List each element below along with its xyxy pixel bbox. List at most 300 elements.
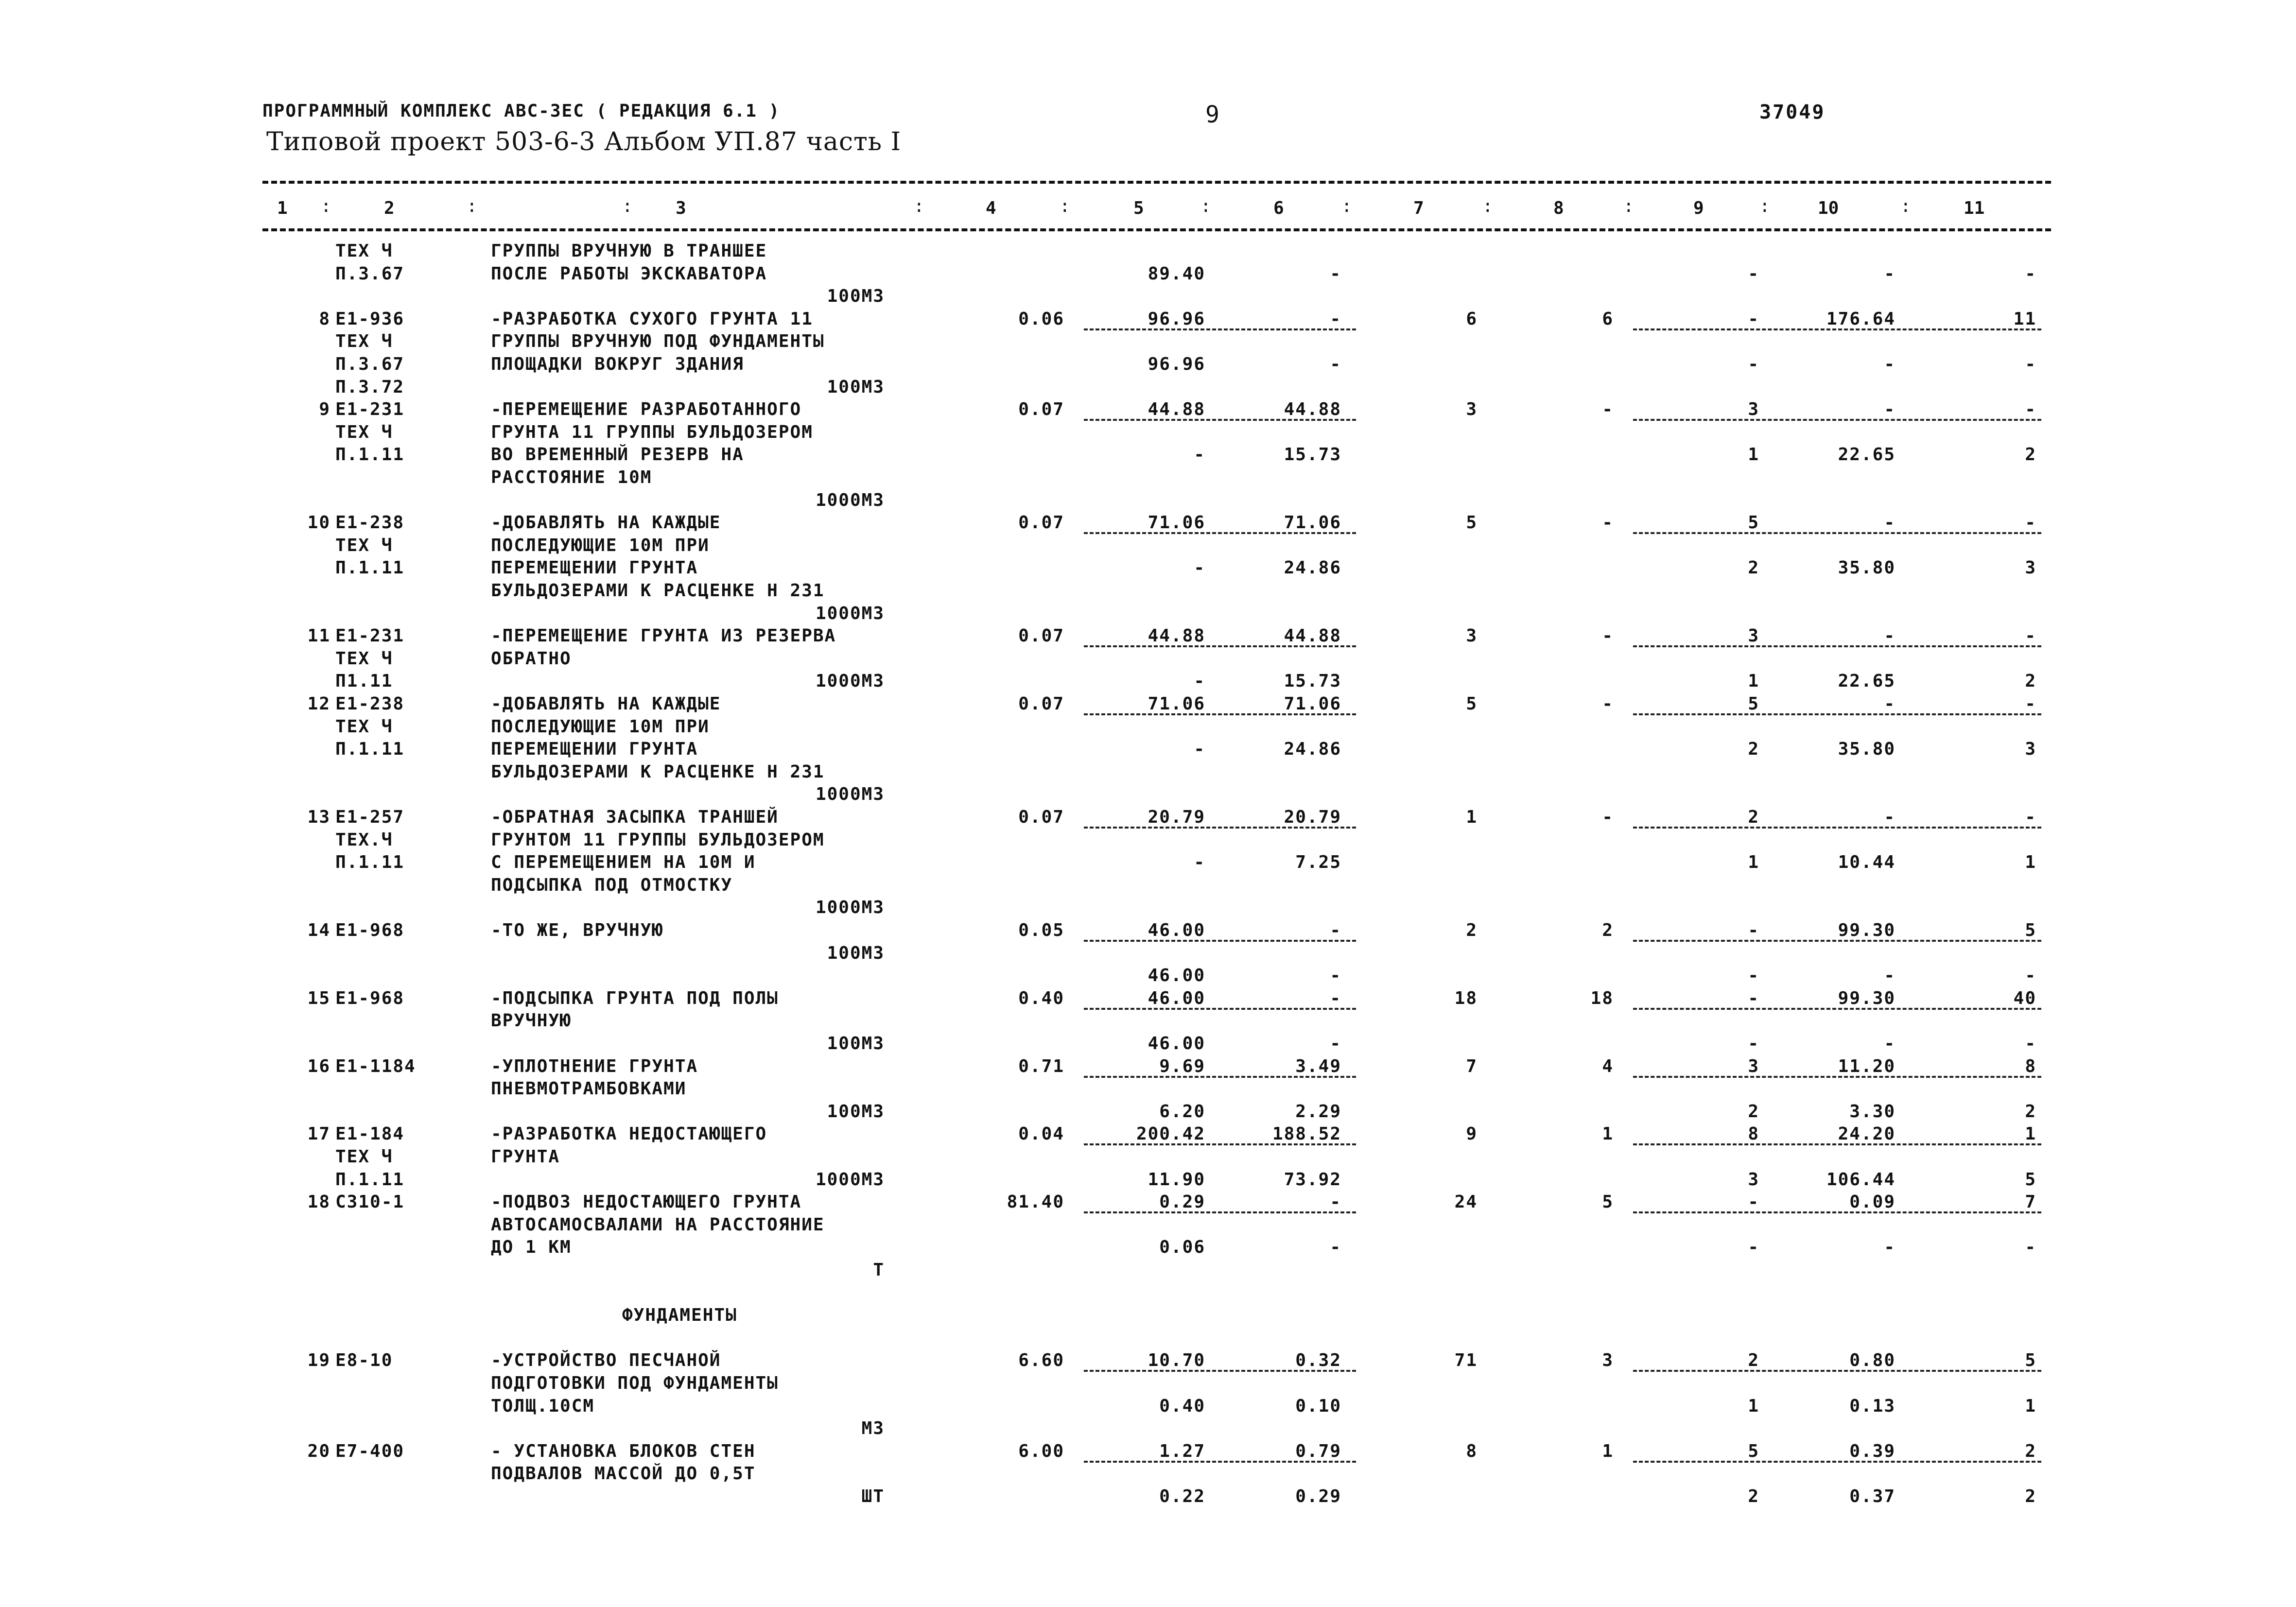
quantity: 0.06: [1018, 309, 1064, 329]
machine-cost: -: [1330, 920, 1341, 940]
subtotal-rule: [1633, 713, 2041, 715]
work-description: ПОСЛЕ РАБОТЫ ЭКСКАВАТОРА: [491, 264, 767, 284]
machine-labor-cost: 3: [1748, 626, 1759, 646]
total-labor: -: [2025, 399, 2036, 419]
table-line: [0, 354, 2296, 377]
table-line: [0, 830, 2296, 852]
work-description: -РАЗРАБОТКА НЕДОСТАЮЩЕГО: [491, 1124, 767, 1144]
labor-hours: 99.30: [1838, 920, 1896, 940]
total-cost: 1: [1466, 807, 1478, 827]
unit-cost: 1.27: [1159, 1441, 1205, 1461]
work-description: -УСТРОЙСТВО ПЕСЧАНОЙ: [491, 1350, 721, 1370]
machine-cost: 0.79: [1295, 1441, 1341, 1461]
column-header: 10: [1818, 198, 1839, 218]
total-labor: 2: [2025, 671, 2036, 691]
machine-labor-cost: -: [1748, 354, 1759, 374]
unit-cost: 46.00: [1148, 1034, 1205, 1054]
quantity: 0.05: [1018, 920, 1064, 940]
column-header: 1: [277, 198, 288, 218]
labor-cost: 4: [1602, 1056, 1614, 1076]
machine-labor-cost: 5: [1748, 694, 1759, 714]
table-line: [0, 1034, 2296, 1056]
labor-hours: 106.44: [1826, 1170, 1896, 1190]
unit-cost: 96.96: [1148, 354, 1205, 374]
unit-of-measure: 1000М3: [815, 671, 885, 691]
total-labor: 2: [2025, 445, 2036, 465]
table-line: [0, 1192, 2296, 1214]
machine-labor-cost: 2: [1748, 558, 1759, 578]
unit-cost: 46.00: [1148, 988, 1205, 1008]
machine-labor-cost: 3: [1748, 1056, 1759, 1076]
machine-labor-cost: 1: [1748, 671, 1759, 691]
work-description: -УПЛОТНЕНИЕ ГРУНТА: [491, 1056, 698, 1076]
table-line: [0, 1328, 2296, 1350]
rate-code: ТЕХ Ч: [335, 331, 393, 351]
machine-labor-cost: -: [1748, 1034, 1759, 1054]
table-line: [0, 671, 2296, 693]
subtotal-rule: [1633, 1008, 2041, 1010]
total-cost: 3: [1466, 626, 1478, 646]
work-description: ПЛОЩАДКИ ВОКРУГ ЗДАНИЯ: [491, 354, 744, 374]
work-description: С ПЕРЕМЕЩЕНИЕМ НА 10М И: [491, 852, 756, 872]
unit-cost: 10.70: [1148, 1350, 1205, 1370]
row-number: 12: [307, 694, 330, 714]
machine-cost: 24.86: [1284, 558, 1341, 578]
work-description: -ТО ЖЕ, ВРУЧНУЮ: [491, 920, 664, 940]
labor-hours: 99.30: [1838, 988, 1896, 1008]
table-line: [0, 1237, 2296, 1260]
rate-code: Е1-968: [335, 920, 405, 940]
subtotal-rule: [1084, 1008, 1356, 1010]
table-line: [0, 694, 2296, 716]
machine-cost: 20.79: [1284, 807, 1341, 827]
subtotal-rule: [1633, 1211, 2041, 1213]
work-description: РАССТОЯНИЕ 10М: [491, 467, 652, 487]
row-number: 14: [307, 920, 330, 940]
machine-labor-cost: 3: [1748, 1170, 1759, 1190]
labor-cost: 18: [1590, 988, 1614, 1008]
rate-code: Е1-257: [335, 807, 405, 827]
total-labor: -: [2025, 1034, 2036, 1054]
table-line: [0, 1441, 2296, 1464]
labor-hours: 3.30: [1849, 1102, 1896, 1122]
rate-code: Е8-10: [335, 1350, 393, 1370]
quantity: 0.40: [1018, 988, 1064, 1008]
rate-code: Е1-231: [335, 399, 405, 419]
total-labor: -: [2025, 354, 2036, 374]
rate-code: ТЕХ Ч: [335, 649, 393, 669]
total-labor: 2: [2025, 1441, 2036, 1461]
rate-code: Е1-936: [335, 309, 405, 329]
column-header: 9: [1693, 198, 1704, 218]
table-line: [0, 626, 2296, 648]
page-number: 9: [1205, 101, 1219, 128]
table-line: [0, 490, 2296, 513]
work-description: -ПЕРЕМЕЩЕНИЕ РАЗРАБОТАННОГО: [491, 399, 802, 419]
subtotal-rule: [1084, 940, 1356, 942]
machine-labor-cost: -: [1748, 966, 1759, 985]
machine-cost: -: [1330, 1237, 1341, 1257]
machine-cost: 2.29: [1295, 1102, 1341, 1122]
machine-cost: 44.88: [1284, 626, 1341, 646]
table-line: [0, 331, 2296, 354]
machine-cost: 73.92: [1284, 1170, 1341, 1190]
table-line: [0, 898, 2296, 920]
rate-code: П.1.11: [335, 558, 405, 578]
labor-hours: 22.65: [1838, 445, 1896, 465]
quantity: 6.60: [1018, 1350, 1064, 1370]
work-description: ПНЕВМОТРАМБОВКАМИ: [491, 1079, 687, 1099]
table-line: [0, 558, 2296, 580]
subtotal-rule: [1084, 1370, 1356, 1372]
unit-cost: -: [1194, 852, 1205, 872]
machine-cost: 71.06: [1284, 513, 1341, 533]
table-line: [0, 784, 2296, 807]
total-labor: 1: [2025, 1396, 2036, 1416]
total-cost: 2: [1466, 920, 1478, 940]
total-labor: -: [2025, 513, 2036, 533]
table-line: [0, 309, 2296, 331]
rate-code: Е7-400: [335, 1441, 405, 1461]
machine-labor-cost: 2: [1748, 807, 1759, 827]
machine-cost: -: [1330, 309, 1341, 329]
machine-cost: -: [1330, 1192, 1341, 1212]
unit-of-measure: 100М3: [827, 1034, 885, 1054]
labor-cost: -: [1602, 694, 1614, 714]
quantity: 0.07: [1018, 694, 1064, 714]
labor-hours: -: [1884, 1034, 1896, 1054]
unit-cost: 89.40: [1148, 264, 1205, 284]
quantity: 81.40: [1007, 1192, 1064, 1212]
table-line: [0, 762, 2296, 784]
unit-cost: 0.06: [1159, 1237, 1205, 1257]
unit-of-measure: М3: [861, 1418, 885, 1438]
machine-labor-cost: -: [1748, 309, 1759, 329]
subtotal-rule: [1084, 1143, 1356, 1145]
total-labor: 7: [2025, 1192, 2036, 1212]
total-labor: -: [2025, 807, 2036, 827]
rate-code: Е1-1184: [335, 1056, 416, 1076]
unit-cost: -: [1194, 445, 1205, 465]
table-line: [0, 513, 2296, 535]
rate-code: П.3.67: [335, 264, 405, 284]
machine-labor-cost: 2: [1748, 1350, 1759, 1370]
labor-cost: 6: [1602, 309, 1614, 329]
table-line: [0, 717, 2296, 739]
document-number: 37049: [1759, 101, 1826, 123]
work-description: ГРУППЫ ВРУЧНУЮ ПОД ФУНДАМЕНТЫ: [491, 331, 825, 351]
table-line: [0, 286, 2296, 309]
subtotal-rule: [1633, 1076, 2041, 1078]
unit-cost: 20.79: [1148, 807, 1205, 827]
labor-hours: 35.80: [1838, 739, 1896, 759]
labor-hours: -: [1884, 354, 1896, 374]
unit-cost: 44.88: [1148, 626, 1205, 646]
work-description: БУЛЬДОЗЕРАМИ К РАСЦЕНКЕ Н 231: [491, 581, 825, 601]
work-description: ВРУЧНУЮ: [491, 1011, 572, 1031]
rate-code: ТЕХ Ч: [335, 422, 393, 442]
table-header-rule: [262, 228, 2051, 231]
machine-labor-cost: 2: [1748, 1102, 1759, 1122]
column-header-row: 1 2 3 4 5 6 7 8 9 10 11 : : : : : : : : : : :: [277, 196, 1985, 218]
total-labor: -: [2025, 626, 2036, 646]
work-description: -РАЗРАБОТКА СУХОГО ГРУНТА 11: [491, 309, 813, 329]
quantity: 0.07: [1018, 513, 1064, 533]
total-labor: -: [2025, 966, 2036, 985]
total-labor: 11: [2013, 309, 2036, 329]
total-labor: 40: [2013, 988, 2036, 1008]
rate-code: П.1.11: [335, 739, 405, 759]
table-line: [0, 1124, 2296, 1146]
row-number: 13: [307, 807, 330, 827]
work-description: ПОДСЫПКА ПОД ОТМОСТКУ: [491, 875, 733, 895]
subtotal-rule: [1084, 532, 1356, 534]
unit-cost: 0.29: [1159, 1192, 1205, 1212]
unit-cost: 71.06: [1148, 513, 1205, 533]
work-description: -ПОДВОЗ НЕДОСТАЮЩЕГО ГРУНТА: [491, 1192, 802, 1212]
table-line: [0, 1305, 2296, 1328]
work-description: -ОБРАТНАЯ ЗАСЫПКА ТРАНШЕЙ: [491, 807, 779, 827]
rate-code: П.1.11: [335, 445, 405, 465]
machine-labor-cost: 3: [1748, 399, 1759, 419]
unit-cost: 44.88: [1148, 399, 1205, 419]
unit-of-measure: 100М3: [827, 943, 885, 963]
unit-cost: 6.20: [1159, 1102, 1205, 1122]
labor-cost: -: [1602, 626, 1614, 646]
table-line: [0, 943, 2296, 966]
labor-hours: 24.20: [1838, 1124, 1896, 1144]
machine-labor-cost: 5: [1748, 1441, 1759, 1461]
unit-of-measure: 1000М3: [815, 898, 885, 917]
machine-cost: 0.32: [1295, 1350, 1341, 1370]
column-header: 7: [1413, 198, 1424, 218]
table-line: [0, 422, 2296, 445]
work-description: ПОСЛЕДУЮЩИЕ 10М ПРИ: [491, 536, 710, 555]
subtotal-rule: [1084, 419, 1356, 421]
unit-cost: -: [1194, 739, 1205, 759]
machine-cost: 15.73: [1284, 445, 1341, 465]
labor-hours: -: [1884, 1237, 1896, 1257]
quantity: 0.07: [1018, 399, 1064, 419]
unit-cost: 71.06: [1148, 694, 1205, 714]
labor-hours: -: [1884, 966, 1896, 985]
total-cost: 9: [1466, 1124, 1478, 1144]
unit-cost: 200.42: [1136, 1124, 1205, 1144]
rate-code: Е1-184: [335, 1124, 405, 1144]
subtotal-rule: [1633, 645, 2041, 647]
machine-labor-cost: -: [1748, 264, 1759, 284]
total-labor: 1: [2025, 852, 2036, 872]
unit-cost: 96.96: [1148, 309, 1205, 329]
row-number: 15: [307, 988, 330, 1008]
subtotal-rule: [1633, 328, 2041, 330]
rate-code: П.1.11: [335, 1170, 405, 1190]
table-line: [0, 852, 2296, 875]
quantity: 0.07: [1018, 626, 1064, 646]
machine-cost: -: [1330, 354, 1341, 374]
table-line: [0, 1215, 2296, 1237]
total-labor: 8: [2025, 1056, 2036, 1076]
subtotal-rule: [1084, 713, 1356, 715]
labor-hours: 0.13: [1849, 1396, 1896, 1416]
work-description: АВТОСАМОСВАЛАМИ НА РАССТОЯНИЕ: [491, 1215, 825, 1235]
machine-cost: 15.73: [1284, 671, 1341, 691]
table-line: [0, 467, 2296, 490]
machine-cost: 3.49: [1295, 1056, 1341, 1076]
subtotal-rule: [1633, 827, 2041, 829]
labor-hours: 0.09: [1849, 1192, 1896, 1212]
row-number: 10: [307, 513, 330, 533]
labor-hours: -: [1884, 626, 1896, 646]
column-header: 6: [1273, 198, 1284, 218]
rate-code: П.3.72: [335, 377, 405, 397]
row-number: 8: [319, 309, 330, 329]
rate-code: ТЕХ Ч: [335, 536, 393, 555]
unit-cost: -: [1194, 671, 1205, 691]
machine-labor-cost: 1: [1748, 445, 1759, 465]
rate-code: Е1-238: [335, 694, 405, 714]
total-labor: 5: [2025, 920, 2036, 940]
total-labor: -: [2025, 264, 2036, 284]
labor-hours: 11.20: [1838, 1056, 1896, 1076]
table-line: [0, 739, 2296, 761]
quantity: 0.07: [1018, 807, 1064, 827]
work-description: ОБРАТНО: [491, 649, 572, 669]
machine-labor-cost: -: [1748, 1192, 1759, 1212]
table-top-rule: [262, 181, 2051, 184]
unit-of-measure: ШТ: [861, 1486, 885, 1506]
rate-code: ТЕХ Ч: [335, 1147, 393, 1167]
table-line: [0, 1283, 2296, 1305]
labor-hours: 35.80: [1838, 558, 1896, 578]
row-number: 16: [307, 1056, 330, 1076]
subtotal-rule: [1633, 1143, 2041, 1145]
unit-of-measure: 1000М3: [815, 604, 885, 623]
table-line: [0, 1102, 2296, 1124]
labor-cost: 1: [1602, 1124, 1614, 1144]
table-line: [0, 1147, 2296, 1169]
column-header: 2: [384, 198, 395, 218]
labor-hours: -: [1884, 399, 1896, 419]
machine-cost: 24.86: [1284, 739, 1341, 759]
unit-of-measure: 100М3: [827, 377, 885, 397]
work-description: -ПОДСЫПКА ГРУНТА ПОД ПОЛЫ: [491, 988, 779, 1008]
work-description: ГРУНТОМ 11 ГРУППЫ БУЛЬДОЗЕРОМ: [491, 830, 825, 850]
table-line: [0, 807, 2296, 829]
labor-cost: 2: [1602, 920, 1614, 940]
machine-labor-cost: -: [1748, 1237, 1759, 1257]
labor-hours: -: [1884, 807, 1896, 827]
machine-cost: 0.29: [1295, 1486, 1341, 1506]
rate-code: П.1.11: [335, 852, 405, 872]
subtotal-rule: [1633, 532, 2041, 534]
row-number: 19: [307, 1350, 330, 1370]
unit-of-measure: 100М3: [827, 286, 885, 306]
labor-cost: -: [1602, 513, 1614, 533]
machine-cost: -: [1330, 966, 1341, 985]
machine-labor-cost: 1: [1748, 852, 1759, 872]
quantity: 0.71: [1018, 1056, 1064, 1076]
unit-cost: 11.90: [1148, 1170, 1205, 1190]
unit-of-measure: 1000М3: [815, 490, 885, 510]
row-number: 9: [319, 399, 330, 419]
total-cost: 6: [1466, 309, 1478, 329]
quantity: 0.04: [1018, 1124, 1064, 1144]
machine-cost: -: [1330, 1034, 1341, 1054]
column-header: 11: [1964, 198, 1985, 218]
machine-cost: 44.88: [1284, 399, 1341, 419]
work-description: ПЕРЕМЕЩЕНИИ ГРУНТА: [491, 739, 698, 759]
column-header: 5: [1133, 198, 1144, 218]
table-line: [0, 875, 2296, 898]
total-labor: 5: [2025, 1170, 2036, 1190]
subtotal-rule: [1084, 1211, 1356, 1213]
table-line: [0, 377, 2296, 399]
unit-of-measure: Т: [873, 1260, 885, 1280]
rate-code: ТЕХ Ч: [335, 717, 393, 737]
machine-cost: 188.52: [1272, 1124, 1341, 1144]
work-description: ГРУНТА 11 ГРУППЫ БУЛЬДОЗЕРОМ: [491, 422, 813, 442]
machine-cost: 71.06: [1284, 694, 1341, 714]
unit-cost: 9.69: [1159, 1056, 1205, 1076]
total-labor: -: [2025, 1237, 2036, 1257]
rate-code: С310-1: [335, 1192, 405, 1212]
machine-labor-cost: 2: [1748, 739, 1759, 759]
total-cost: 7: [1466, 1056, 1478, 1076]
labor-cost: -: [1602, 399, 1614, 419]
machine-labor-cost: 8: [1748, 1124, 1759, 1144]
work-description: ГРУНТА: [491, 1147, 560, 1167]
work-description: -ДОБАВЛЯТЬ НА КАЖДЫЕ: [491, 694, 721, 714]
work-description: - УСТАНОВКА БЛОКОВ СТЕН: [491, 1441, 756, 1461]
unit-of-measure: 100М3: [827, 1102, 885, 1122]
labor-hours: 0.39: [1849, 1441, 1896, 1461]
labor-cost: 1: [1602, 1441, 1614, 1461]
total-cost: 8: [1466, 1441, 1478, 1461]
rate-code: Е1-968: [335, 988, 405, 1008]
table-line: [0, 1373, 2296, 1396]
labor-hours: -: [1884, 264, 1896, 284]
work-description: -ДОБАВЛЯТЬ НА КАЖДЫЕ: [491, 513, 721, 533]
table-line: [0, 1056, 2296, 1079]
work-description: ПОДГОТОВКИ ПОД ФУНДАМЕНТЫ: [491, 1373, 779, 1393]
table-line: [0, 1079, 2296, 1101]
labor-hours: -: [1884, 513, 1896, 533]
table-line: [0, 1486, 2296, 1509]
total-labor: -: [2025, 694, 2036, 714]
machine-labor-cost: -: [1748, 988, 1759, 1008]
work-description: ПОДВАЛОВ МАССОЙ ДО 0,5Т: [491, 1464, 756, 1484]
table-line: [0, 241, 2296, 263]
table-line: [0, 966, 2296, 988]
labor-cost: 5: [1602, 1192, 1614, 1212]
rate-code: Е1-238: [335, 513, 405, 533]
labor-hours: 0.37: [1849, 1486, 1896, 1506]
total-labor: 2: [2025, 1486, 2036, 1506]
total-labor: 2: [2025, 1102, 2036, 1122]
machine-cost: 7.25: [1295, 852, 1341, 872]
project-title: Типовой проект 503-6-3 Альбом УП.87 часть I: [266, 127, 902, 156]
work-description: ДО 1 КМ: [491, 1237, 572, 1257]
subtotal-rule: [1633, 419, 2041, 421]
total-cost: 5: [1466, 513, 1478, 533]
total-labor: 1: [2025, 1124, 2036, 1144]
table-line: [0, 1170, 2296, 1192]
machine-cost: 0.10: [1295, 1396, 1341, 1416]
table-line: [0, 1350, 2296, 1373]
labor-hours: 0.80: [1849, 1350, 1896, 1370]
labor-hours: 176.64: [1826, 309, 1896, 329]
